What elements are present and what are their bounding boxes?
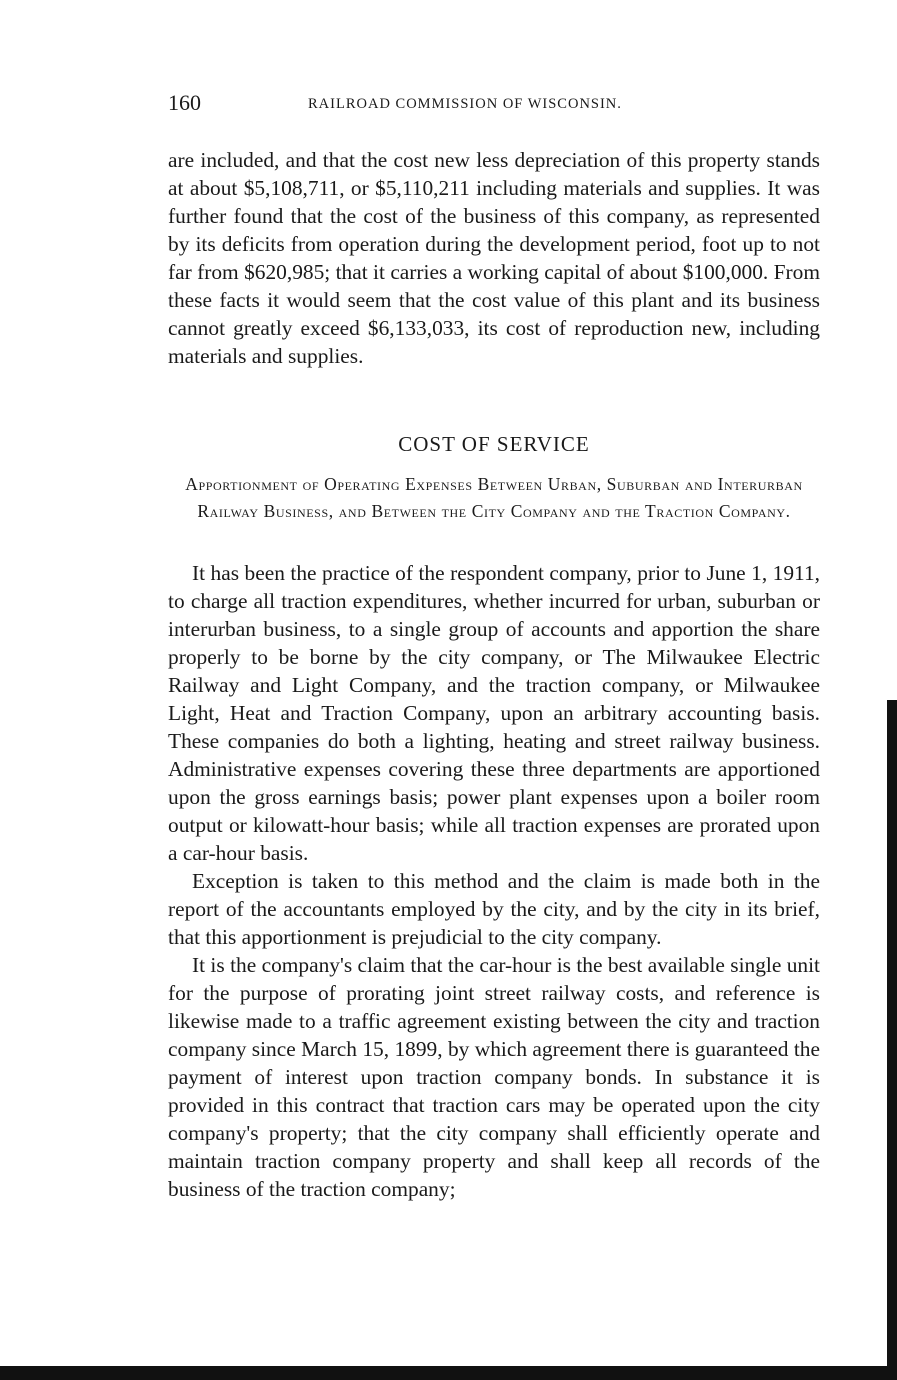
running-head: RAILROAD COMMISSION OF WISCONSIN. bbox=[308, 96, 622, 112]
paragraph-exception: Exception is taken to this method and the claim is made both in the report of the accountants employed by the city, and by the city in its brief, that this apportionment is prejudicial to the city company. bbox=[168, 869, 820, 949]
scan-edge-right bbox=[887, 700, 897, 1380]
paragraph-company-claim: It is the company's claim that the car-hour is the best available single unit for the purpose of prorating joint street railway costs, and reference is likewise made to a traffic agreement existing between the city and traction company since March 15, 1899, by which agreement there is guaranteed the payment of interest upon traction company bonds. In substance it is provided in this contract that traction cars may be operated upon the city company's property; that the city company shall efficiently operate and maintain traction company property and shall keep all records of the business of the traction company; bbox=[168, 953, 820, 1201]
opening-paragraph: are included, and that the cost new less depreciation of this property stands at about $5,108,711, or $5,110,211 including materials and supplies. It was further found that the cost of the business of this company, as represented by its deficits from operation during the development period, foot up to not far from $620,985; that it carries a working capital of about $100,000. From these facts it would seem that the cost value of this plant and its business cannot greatly exceed $6,133,033, its cost of reproduction new, including materials and supplies. bbox=[168, 148, 820, 368]
paragraph-practice: It has been the practice of the respondent company, prior to June 1, 1911, to charge all traction expenditures, whether incurred for urban, suburban or interurban business, to a single group of accounts and apportion the share properly to be borne by the city company, or The Milwaukee Electric Railway and Light Company, and the traction company, or Milwaukee Light, Heat and Traction Company, upon an arbitrary accounting basis. These companies do both a lighting, heating and street railway business. Administrative expenses covering these three departments are apportioned upon the gross earnings basis; power plant expenses upon a boiler room output or kilowatt-hour basis; while all traction expenses are prorated upon a car-hour basis. bbox=[168, 561, 820, 865]
page-header bbox=[168, 88, 820, 122]
body-text-block bbox=[168, 559, 820, 1203]
opening-text-block bbox=[168, 146, 820, 370]
scan-edge-bottom bbox=[0, 1366, 897, 1380]
section-subheading: Apportionment of Operating Expenses Between Urban, Suburban and Interurban Railway Business, and Between the City Company and the Traction Company. bbox=[185, 474, 803, 521]
page-number: 160 bbox=[168, 90, 201, 115]
section-title: COST OF SERVICE bbox=[398, 432, 590, 456]
